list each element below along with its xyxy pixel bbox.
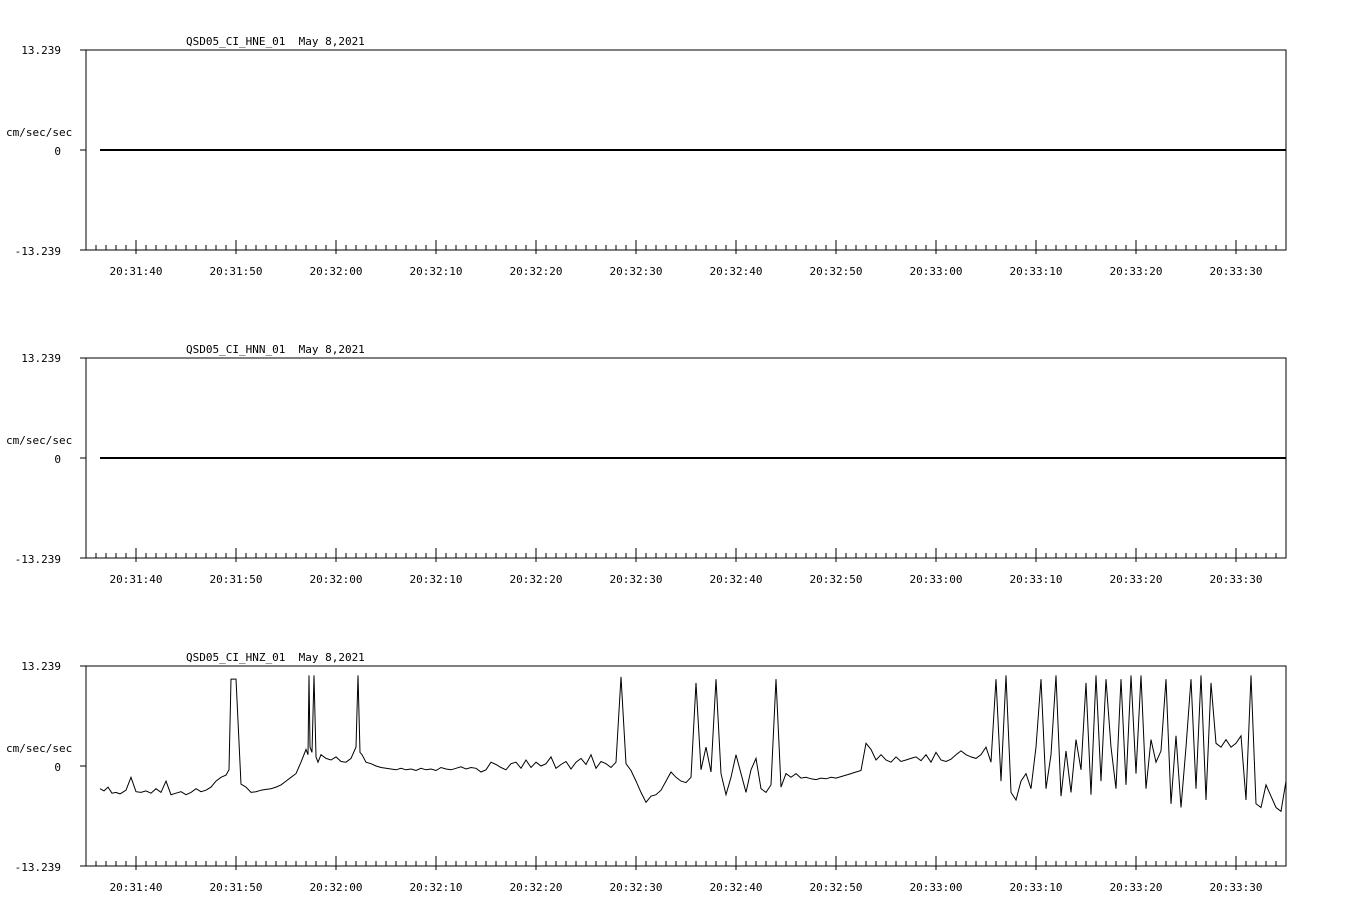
y-tick-label-min: -13.239 xyxy=(14,553,61,566)
x-tick-label: 20:32:40 xyxy=(709,573,763,586)
x-tick-label: 20:32:20 xyxy=(509,573,563,586)
x-tick-label: 20:33:10 xyxy=(1009,573,1063,586)
x-tick-label: 20:32:00 xyxy=(309,881,363,894)
x-tick-label: 20:32:50 xyxy=(809,265,863,278)
panel-title: QSD05_CI_HNN_01 May 8,2021 xyxy=(186,343,365,356)
y-tick-label-zero: 0 xyxy=(54,453,61,466)
x-tick-label: 20:32:40 xyxy=(709,881,763,894)
panel-title: QSD05_CI_HNE_01 May 8,2021 xyxy=(186,35,365,48)
seismogram-panel-hne xyxy=(6,35,1286,278)
x-tick-labels xyxy=(110,265,1263,278)
x-tick-label: 20:31:50 xyxy=(209,573,263,586)
waveform-trace xyxy=(100,675,1286,811)
x-tick-label: 20:32:50 xyxy=(809,573,863,586)
x-tick-labels xyxy=(110,573,1263,586)
y-tick-label-zero: 0 xyxy=(54,761,61,774)
y-tick-label-max: 13.239 xyxy=(21,44,61,57)
y-axis-label: cm/sec/sec xyxy=(6,434,73,447)
x-tick-label: 20:31:40 xyxy=(109,881,163,894)
x-tick-label: 20:33:20 xyxy=(1109,265,1163,278)
x-tick-label: 20:31:50 xyxy=(209,881,263,894)
x-tick-label: 20:32:30 xyxy=(609,265,663,278)
x-tick-label: 20:32:20 xyxy=(509,265,563,278)
x-tick-label: 20:32:10 xyxy=(409,881,463,894)
x-tick-label: 20:33:10 xyxy=(1009,881,1063,894)
x-tick-labels xyxy=(110,881,1263,894)
x-tick-label: 20:31:40 xyxy=(109,573,163,586)
x-tick-label: 20:33:30 xyxy=(1209,881,1263,894)
y-tick-label-max: 13.239 xyxy=(21,352,61,365)
x-tick-label: 20:32:30 xyxy=(609,573,663,586)
x-tick-label: 20:32:50 xyxy=(809,881,863,894)
x-tick-label: 20:31:50 xyxy=(209,265,263,278)
seismogram-panel-hnz xyxy=(6,651,1286,894)
y-axis-label: cm/sec/sec xyxy=(6,742,73,755)
x-tick-label: 20:33:30 xyxy=(1209,265,1263,278)
x-tick-label: 20:32:40 xyxy=(709,265,763,278)
x-tick-label: 20:32:10 xyxy=(409,265,463,278)
x-tick-label: 20:33:00 xyxy=(909,573,963,586)
axis-ticks xyxy=(80,50,1276,254)
x-tick-label: 20:32:00 xyxy=(309,265,363,278)
x-tick-label: 20:33:00 xyxy=(909,881,963,894)
x-tick-label: 20:33:20 xyxy=(1109,881,1163,894)
x-tick-label: 20:33:00 xyxy=(909,265,963,278)
seismogram-panel-hnn xyxy=(6,343,1286,586)
y-tick-label-min: -13.239 xyxy=(14,245,61,258)
x-tick-label: 20:33:30 xyxy=(1209,573,1263,586)
x-tick-label: 20:32:20 xyxy=(509,881,563,894)
panel-title: QSD05_CI_HNZ_01 May 8,2021 xyxy=(186,651,365,664)
y-tick-label-zero: 0 xyxy=(54,145,61,158)
axis-ticks xyxy=(80,358,1276,562)
y-tick-label-min: -13.239 xyxy=(14,861,61,874)
x-tick-label: 20:32:10 xyxy=(409,573,463,586)
plot-frame xyxy=(86,666,1286,866)
x-tick-label: 20:33:10 xyxy=(1009,265,1063,278)
x-tick-label: 20:32:00 xyxy=(309,573,363,586)
x-tick-label: 20:32:30 xyxy=(609,881,663,894)
y-tick-label-max: 13.239 xyxy=(21,660,61,673)
x-tick-label: 20:31:40 xyxy=(109,265,163,278)
x-tick-label: 20:33:20 xyxy=(1109,573,1163,586)
y-axis-label: cm/sec/sec xyxy=(6,126,73,139)
